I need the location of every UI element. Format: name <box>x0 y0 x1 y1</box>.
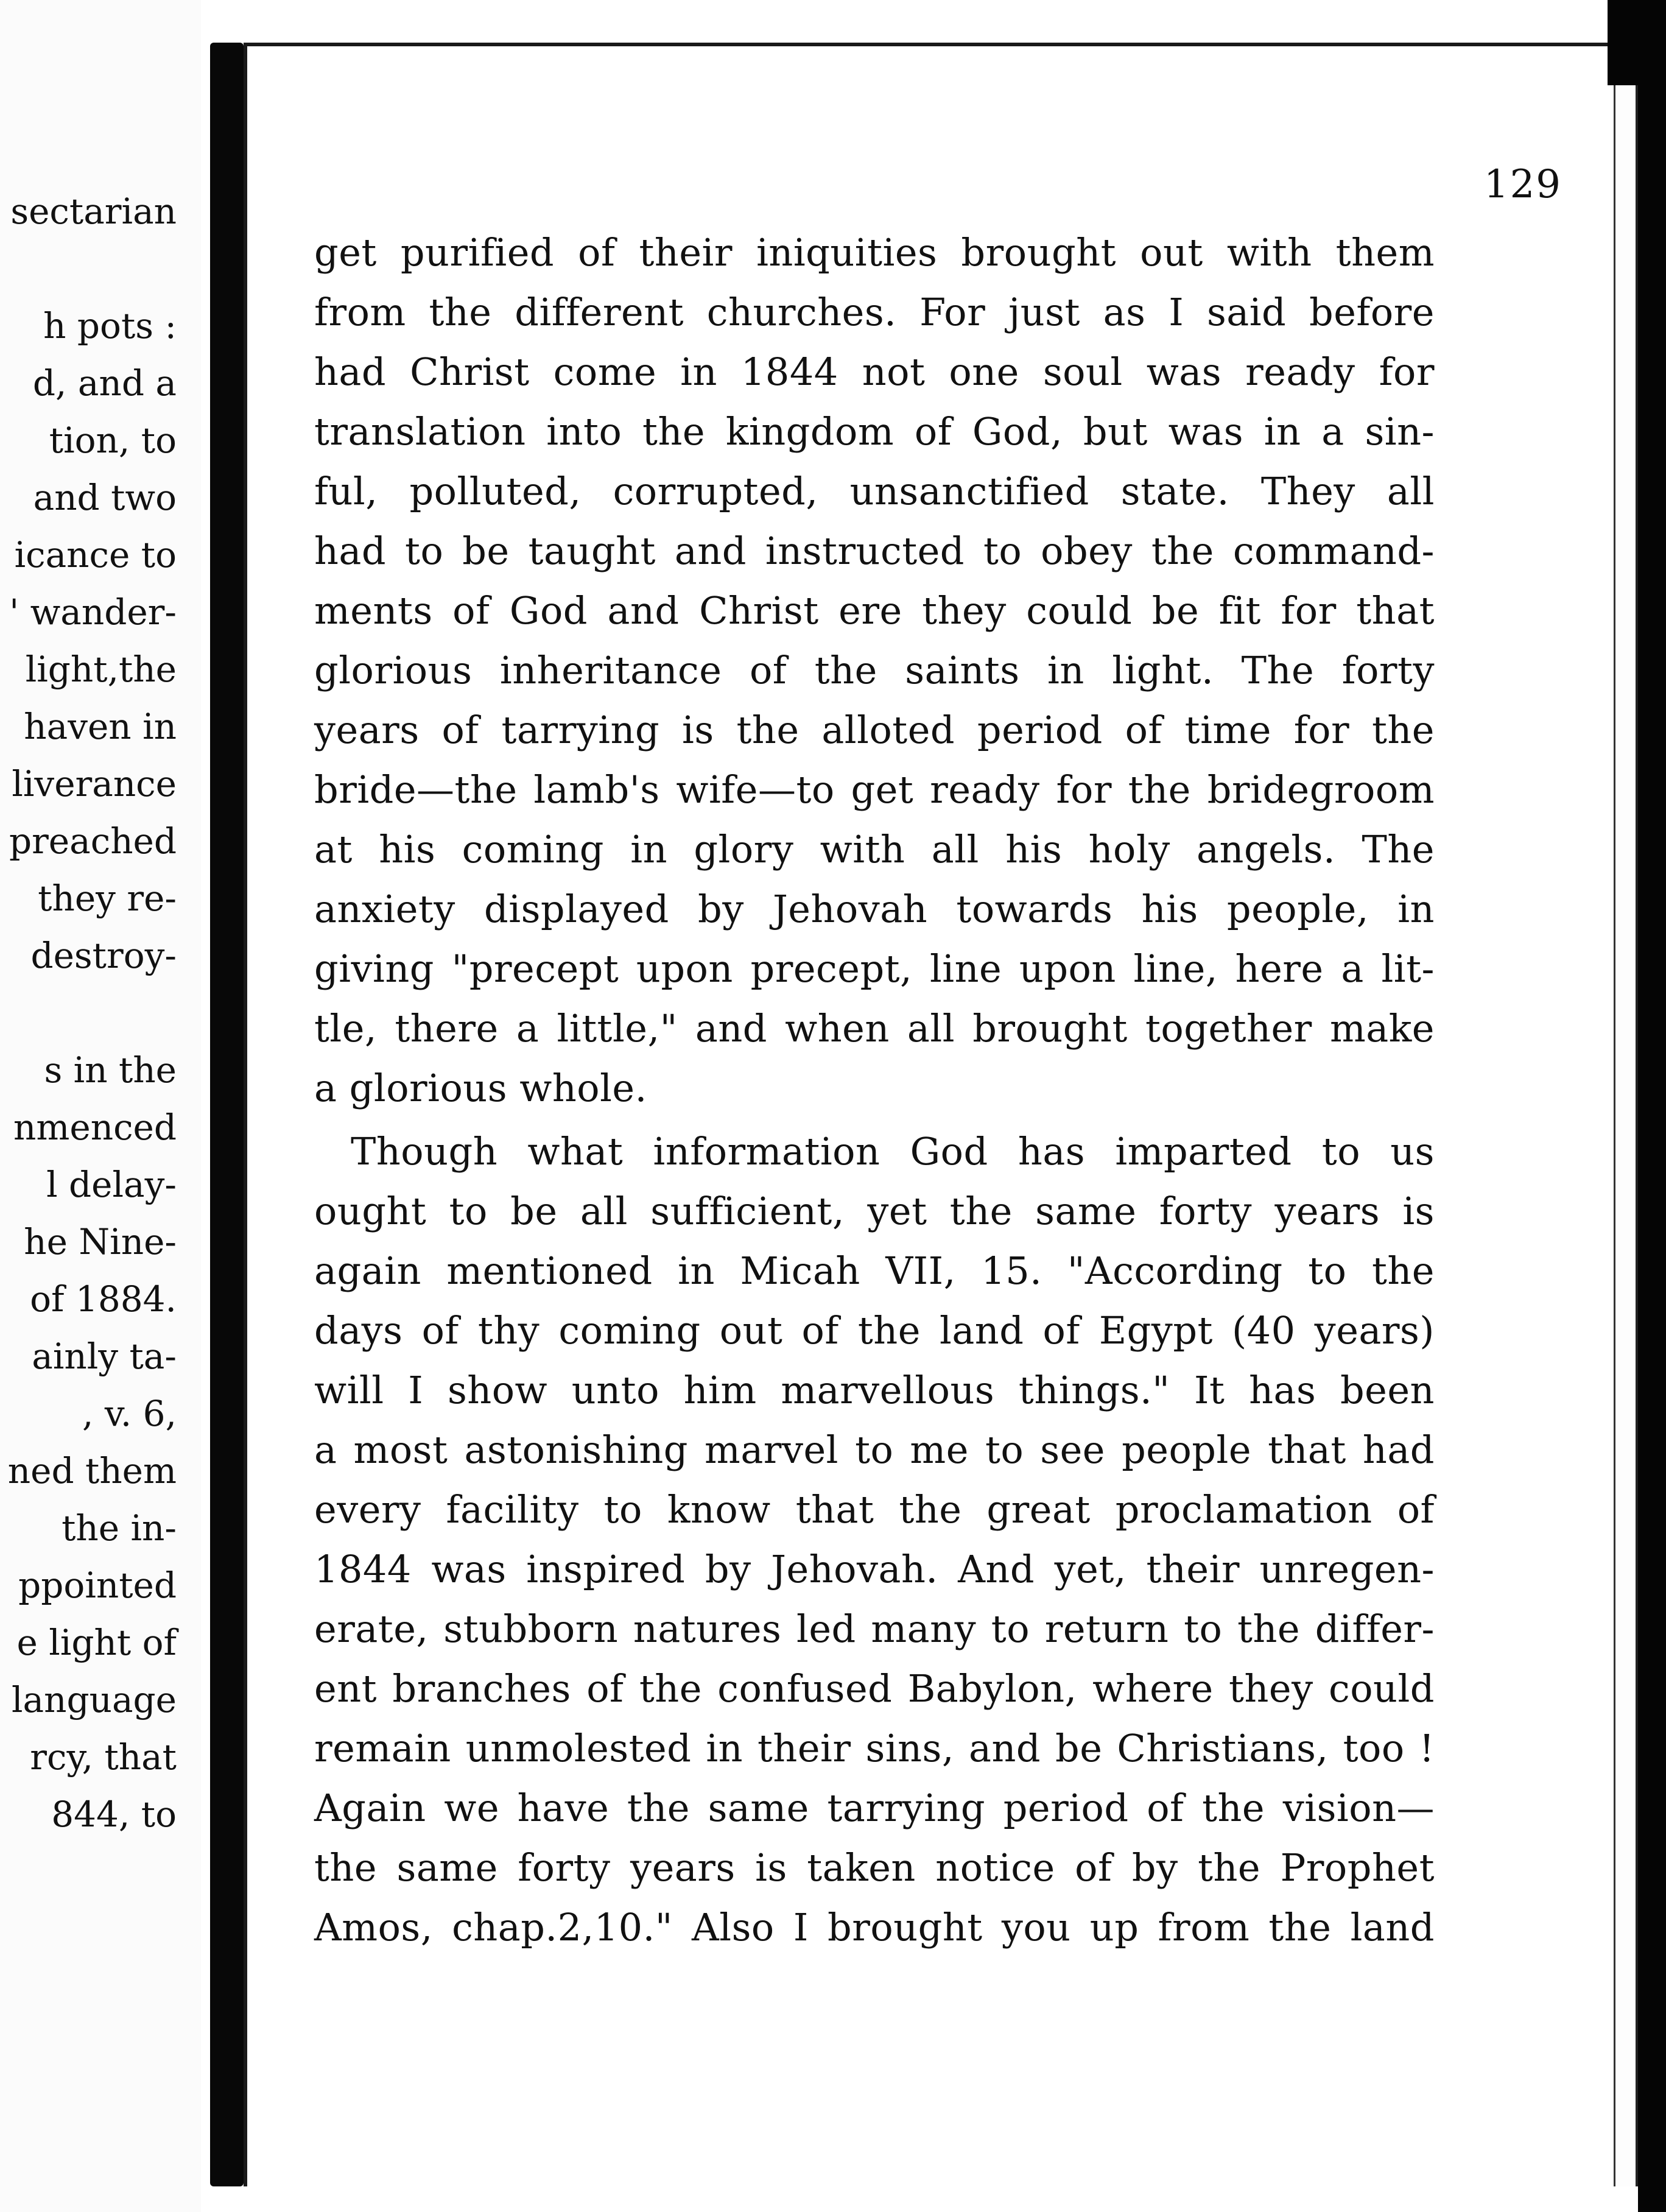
left-text-line: 844, to <box>51 1794 177 1835</box>
text-line: again mentioned in Micah VII, 15. "According to the <box>314 1249 1435 1293</box>
left-text-line: h pots : <box>43 305 177 347</box>
text-line: Though what information God has imparted to us <box>351 1129 1435 1174</box>
left-text-line: sectarian <box>10 191 177 232</box>
page-body <box>314 223 1435 1957</box>
left-text-line: they re- <box>38 878 177 919</box>
left-text-line: light,the <box>25 649 177 690</box>
text-line: Amos, chap.2,10." Also I brought you up from the land <box>314 1905 1435 1950</box>
text-line: translation into the kingdom of God, but was in a sin- <box>314 409 1435 454</box>
text-line: years of tarrying is the alloted period of time for the <box>314 708 1435 752</box>
left-text-line: tion, to <box>49 420 177 461</box>
paragraph-1 <box>314 223 1435 1118</box>
left-text-line: ppointed <box>18 1565 177 1606</box>
left-text-line: l delay- <box>46 1164 177 1205</box>
left-text-line: s in the <box>44 1049 177 1091</box>
text-line: had to be taught and instructed to obey the command- <box>314 529 1435 573</box>
text-line: from the different churches. For just as I said before <box>314 290 1435 334</box>
text-line: the same forty years is taken notice of by the Prophet <box>314 1845 1435 1890</box>
left-text-line: ' wander- <box>9 591 177 633</box>
left-text-line: e light of <box>16 1622 177 1663</box>
text-line: had Christ come in 1844 not one soul was ready for <box>314 350 1435 394</box>
text-line: ful, polluted, corrupted, unsanctified state. They all <box>314 469 1435 513</box>
left-text-line: nmenced <box>13 1107 177 1148</box>
text-line: ought to be all sufficient, yet the same forty years is <box>314 1189 1435 1233</box>
text-line: erate, stubborn natures led many to return to the differ- <box>314 1607 1435 1651</box>
left-text-line: d, and a <box>32 362 177 404</box>
left-text-line: destroy- <box>30 935 177 976</box>
text-line: will I show unto him marvellous things." It has been <box>314 1368 1435 1412</box>
left-text-line: rcy, that <box>30 1736 177 1778</box>
left-text-line: language <box>12 1679 177 1721</box>
left-text-line <box>0 240 177 297</box>
left-text-line: and two <box>33 477 177 518</box>
text-line: a glorious whole. <box>314 1066 647 1110</box>
scan-border-right <box>1638 0 1666 2212</box>
page-number: 129 <box>1483 162 1562 207</box>
text-line: ments of God and Christ ere they could be fit for that <box>314 588 1435 633</box>
paragraph-2 <box>314 1122 1435 1957</box>
text-line: at his coming in glory with all his holy angels. The <box>314 827 1435 872</box>
left-text-line: of 1884. <box>30 1278 177 1320</box>
left-text-line: preached <box>9 820 177 862</box>
text-line: giving "precept upon precept, line upon line, here a lit- <box>314 946 1435 991</box>
left-text-line <box>0 984 177 1041</box>
text-line: bride—the lamb's wife—to get ready for the bridegroom <box>314 767 1435 812</box>
text-line: ent branches of the confused Babylon, where they could <box>314 1666 1435 1711</box>
text-line: tle, there a little," and when all brought together make <box>314 1006 1435 1051</box>
text-line: a most astonishing marvel to me to see people that had <box>314 1428 1435 1472</box>
page-edge <box>1614 79 1638 2186</box>
left-page-text <box>0 183 177 1843</box>
left-text-line: ned them <box>7 1450 177 1492</box>
left-text-line: ainly ta- <box>32 1336 177 1377</box>
text-line: days of thy coming out of the land of Egypt (40 years) <box>314 1308 1435 1353</box>
text-line: get purified of their iniquities brought out with them <box>314 230 1435 275</box>
text-line: every facility to know that the great proclamation of <box>314 1487 1435 1532</box>
text-line: remain unmolested in their sins, and be Christians, too ! <box>314 1726 1435 1770</box>
left-text-line: haven in <box>24 706 177 747</box>
left-text-line: liverance <box>12 763 177 805</box>
left-page-fragment <box>0 0 201 2212</box>
text-line: anxiety displayed by Jehovah towards his people, in <box>314 887 1435 931</box>
left-text-line: , v. 6, <box>82 1393 177 1434</box>
left-text-line: he Nine- <box>24 1221 177 1263</box>
right-page <box>244 43 1620 2186</box>
text-line: glorious inheritance of the saints in light. The forty <box>314 648 1435 692</box>
left-text-line: the in- <box>62 1507 177 1549</box>
text-line: 1844 was inspired by Jehovah. And yet, their unregen- <box>314 1547 1435 1591</box>
text-line: Again we have the same tarrying period of the vision— <box>314 1786 1435 1830</box>
book-gutter <box>210 43 244 2186</box>
left-text-line: icance to <box>14 534 177 576</box>
